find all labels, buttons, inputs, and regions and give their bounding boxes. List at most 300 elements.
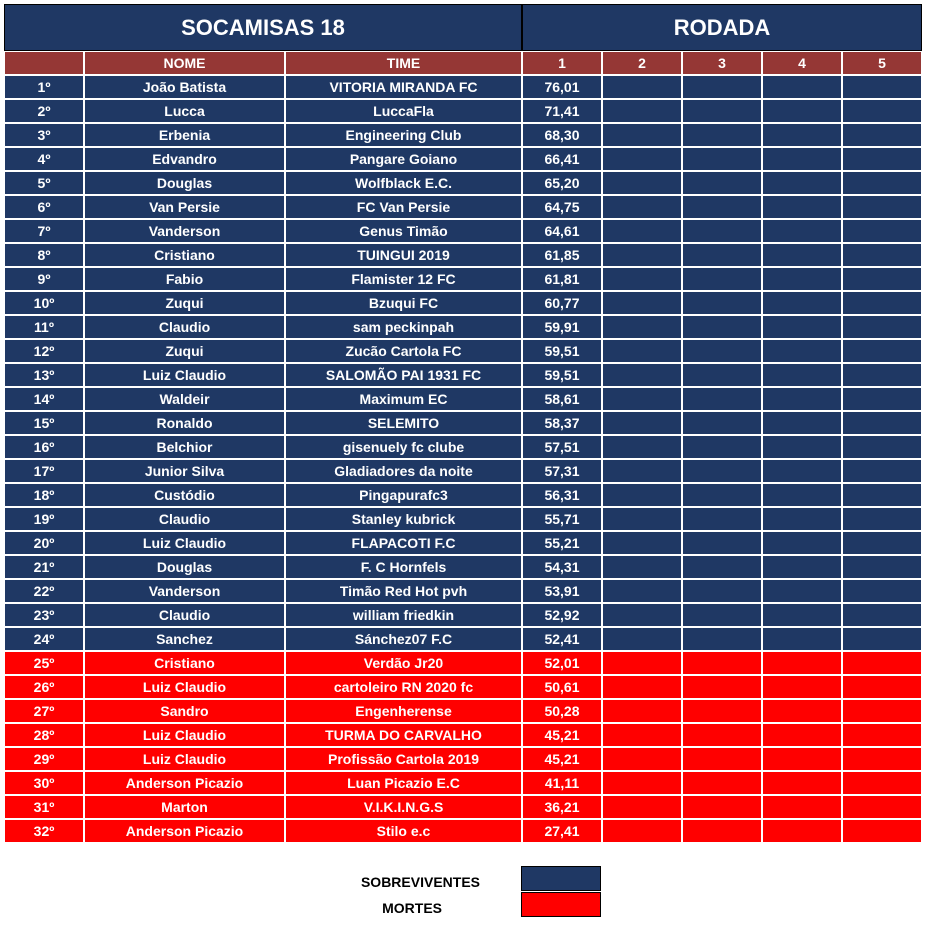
nome-cell[interactable]: João Batista [84,75,285,99]
position-cell[interactable]: 26º [4,675,84,699]
round-1-cell[interactable]: 71,41 [522,99,602,123]
table-row [4,147,922,171]
round-5-cell[interactable] [842,747,922,771]
round-4-cell[interactable] [762,483,842,507]
time-cell[interactable]: Zucão Cartola FC [285,339,522,363]
nome-cell[interactable]: Douglas [84,171,285,195]
round-3-cell[interactable] [682,531,762,555]
round-1-cell[interactable]: 55,71 [522,507,602,531]
position-cell[interactable]: 13º [4,363,84,387]
round-4-cell[interactable] [762,243,842,267]
time-cell[interactable]: sam peckinpah [285,315,522,339]
round-2-cell[interactable] [602,171,682,195]
round-5-cell[interactable] [842,723,922,747]
position-cell[interactable]: 23º [4,603,84,627]
position-cell[interactable]: 27º [4,699,84,723]
round-3-cell[interactable] [682,243,762,267]
table-row [4,267,922,291]
round-3-cell[interactable] [682,675,762,699]
round-5-cell[interactable] [842,291,922,315]
position-cell[interactable]: 19º [4,507,84,531]
position-cell[interactable]: 5º [4,171,84,195]
table-row [4,243,922,267]
time-cell[interactable]: V.I.K.I.N.G.S [285,795,522,819]
round-1-cell[interactable]: 64,75 [522,195,602,219]
nome-cell[interactable]: Fabio [84,267,285,291]
round-5-cell[interactable] [842,603,922,627]
nome-cell[interactable]: Vanderson [84,219,285,243]
round-3-cell[interactable] [682,699,762,723]
round-2-cell[interactable] [602,339,682,363]
round-4-cell[interactable] [762,795,842,819]
round-3-cell[interactable] [682,219,762,243]
time-cell[interactable]: VITORIA MIRANDA FC [285,75,522,99]
round-2-cell[interactable] [602,747,682,771]
nome-cell[interactable]: Luiz Claudio [84,723,285,747]
nome-cell[interactable]: Belchior [84,435,285,459]
round-1-cell[interactable]: 59,51 [522,363,602,387]
table-row [4,99,922,123]
round-1-cell[interactable]: 55,21 [522,531,602,555]
nome-cell[interactable]: Zuqui [84,291,285,315]
round-5-cell[interactable] [842,339,922,363]
round-2-cell[interactable] [602,267,682,291]
round-4-cell[interactable] [762,363,842,387]
time-cell[interactable]: Sánchez07 F.C [285,627,522,651]
round-2-cell[interactable] [602,243,682,267]
round-4-cell[interactable] [762,387,842,411]
round-4-cell[interactable] [762,579,842,603]
round-1-cell[interactable]: 64,61 [522,219,602,243]
round-1-cell[interactable]: 57,31 [522,459,602,483]
position-cell[interactable]: 20º [4,531,84,555]
round-1-cell[interactable]: 59,91 [522,315,602,339]
round-4-cell[interactable] [762,219,842,243]
round-3-cell[interactable] [682,363,762,387]
round-2-cell[interactable] [602,219,682,243]
round-2-cell[interactable] [602,651,682,675]
round-1-cell[interactable]: 61,85 [522,243,602,267]
round-4-cell[interactable] [762,459,842,483]
table-row [4,723,922,747]
round-2-cell[interactable] [602,795,682,819]
position-cell[interactable]: 10º [4,291,84,315]
round-5-cell[interactable] [842,99,922,123]
round-1-cell[interactable]: 36,21 [522,795,602,819]
round-5-cell[interactable] [842,243,922,267]
round-2-cell[interactable] [602,291,682,315]
nome-cell[interactable]: Claudio [84,315,285,339]
nome-cell[interactable]: Edvandro [84,147,285,171]
table-body [4,75,922,843]
table-row [4,507,922,531]
round-2-cell[interactable] [602,147,682,171]
time-cell[interactable]: Pangare Goiano [285,147,522,171]
time-cell[interactable]: SELEMITO [285,411,522,435]
table-row [4,219,922,243]
position-cell[interactable]: 9º [4,267,84,291]
round-2-cell[interactable] [602,99,682,123]
round-4-cell[interactable] [762,747,842,771]
position-cell[interactable]: 28º [4,723,84,747]
position-cell[interactable]: 31º [4,795,84,819]
position-cell[interactable]: 17º [4,459,84,483]
time-cell[interactable]: Engenherense [285,699,522,723]
round-2-cell[interactable] [602,555,682,579]
header-round-2[interactable]: 2 [602,51,682,75]
round-3-cell[interactable] [682,603,762,627]
position-cell[interactable]: 25º [4,651,84,675]
header-round-3[interactable]: 3 [682,51,762,75]
round-1-cell[interactable]: 50,28 [522,699,602,723]
nome-cell[interactable]: Junior Silva [84,459,285,483]
round-1-cell[interactable]: 58,61 [522,387,602,411]
round-3-cell[interactable] [682,75,762,99]
standings-table [4,4,922,843]
round-3-cell[interactable] [682,435,762,459]
round-4-cell[interactable] [762,819,842,843]
round-1-cell[interactable]: 45,21 [522,747,602,771]
nome-cell[interactable]: Ronaldo [84,411,285,435]
time-cell[interactable]: FLAPACOTI F.C [285,531,522,555]
round-5-cell[interactable] [842,411,922,435]
table-row [4,603,922,627]
round-2-cell[interactable] [602,315,682,339]
position-cell[interactable]: 8º [4,243,84,267]
round-4-cell[interactable] [762,699,842,723]
round-4-cell[interactable] [762,267,842,291]
round-5-cell[interactable] [842,459,922,483]
table-row [4,291,922,315]
header-position[interactable] [4,51,84,75]
round-4-cell[interactable] [762,99,842,123]
round-1-cell[interactable]: 56,31 [522,483,602,507]
round-2-cell[interactable] [602,531,682,555]
time-cell[interactable]: F. C Hornfels [285,555,522,579]
column-header-row [4,51,922,75]
round-5-cell[interactable] [842,435,922,459]
round-2-cell[interactable] [602,675,682,699]
round-3-cell[interactable] [682,579,762,603]
round-1-cell[interactable]: 61,81 [522,267,602,291]
round-5-cell[interactable] [842,315,922,339]
round-3-cell[interactable] [682,387,762,411]
time-cell[interactable]: Timão Red Hot pvh [285,579,522,603]
position-cell[interactable]: 14º [4,387,84,411]
round-3-cell[interactable] [682,459,762,483]
round-3-cell[interactable] [682,651,762,675]
table-row [4,387,922,411]
nome-cell[interactable]: Anderson Picazio [84,771,285,795]
round-4-cell[interactable] [762,651,842,675]
table-row [4,459,922,483]
table-row [4,339,922,363]
nome-cell[interactable]: Cristiano [84,243,285,267]
round-4-cell[interactable] [762,771,842,795]
position-cell[interactable]: 1º [4,75,84,99]
time-cell[interactable]: Wolfblack E.C. [285,171,522,195]
table-row [4,363,922,387]
round-3-cell[interactable] [682,507,762,531]
header-nome[interactable]: NOME [84,51,285,75]
round-2-cell[interactable] [602,627,682,651]
round-3-cell[interactable] [682,627,762,651]
position-cell[interactable]: 16º [4,435,84,459]
table-row [4,771,922,795]
round-4-cell[interactable] [762,435,842,459]
time-cell[interactable]: TUINGUI 2019 [285,243,522,267]
round-5-cell[interactable] [842,531,922,555]
round-5-cell[interactable] [842,75,922,99]
time-cell[interactable]: Genus Timão [285,219,522,243]
nome-cell[interactable]: Luiz Claudio [84,747,285,771]
table-row [4,819,922,843]
round-4-cell[interactable] [762,507,842,531]
round-5-cell[interactable] [842,675,922,699]
table-row [4,195,922,219]
time-cell[interactable]: Pingapurafc3 [285,483,522,507]
round-5-cell[interactable] [842,627,922,651]
position-cell[interactable]: 30º [4,771,84,795]
round-3-cell[interactable] [682,795,762,819]
round-4-cell[interactable] [762,315,842,339]
round-5-cell[interactable] [842,579,922,603]
time-cell[interactable]: Profissão Cartola 2019 [285,747,522,771]
round-3-cell[interactable] [682,411,762,435]
nome-cell[interactable]: Van Persie [84,195,285,219]
round-5-cell[interactable] [842,819,922,843]
round-1-cell[interactable]: 58,37 [522,411,602,435]
round-4-cell[interactable] [762,123,842,147]
round-4-cell[interactable] [762,291,842,315]
round-4-cell[interactable] [762,627,842,651]
round-5-cell[interactable] [842,483,922,507]
round-4-cell[interactable] [762,555,842,579]
nome-cell[interactable]: Lucca [84,99,285,123]
legend-survivors-label: SOBREVIVENTES [360,874,480,890]
round-2-cell[interactable] [602,819,682,843]
round-1-cell[interactable]: 50,61 [522,675,602,699]
round-3-cell[interactable] [682,267,762,291]
time-cell[interactable]: gisenuely fc clube [285,435,522,459]
table-row [4,795,922,819]
time-cell[interactable]: Verdão Jr20 [285,651,522,675]
nome-cell[interactable]: Marton [84,795,285,819]
round-2-cell[interactable] [602,699,682,723]
round-2-cell[interactable] [602,603,682,627]
round-4-cell[interactable] [762,339,842,363]
round-2-cell[interactable] [602,723,682,747]
round-2-cell[interactable] [602,363,682,387]
round-5-cell[interactable] [842,795,922,819]
nome-cell[interactable]: Erbenia [84,123,285,147]
table-row [4,651,922,675]
position-cell[interactable]: 3º [4,123,84,147]
round-5-cell[interactable] [842,699,922,723]
round-4-cell[interactable] [762,411,842,435]
nome-cell[interactable]: Sanchez [84,627,285,651]
table-row [4,411,922,435]
round-5-cell[interactable] [842,771,922,795]
round-1-cell[interactable]: 65,20 [522,171,602,195]
round-1-cell[interactable]: 59,51 [522,339,602,363]
time-cell[interactable]: Stanley kubrick [285,507,522,531]
nome-cell[interactable]: Waldeir [84,387,285,411]
legend-deaths-swatch [521,892,601,917]
round-4-cell[interactable] [762,75,842,99]
round-1-cell[interactable]: 54,31 [522,555,602,579]
round-3-cell[interactable] [682,147,762,171]
round-1-cell[interactable]: 27,41 [522,819,602,843]
legend-survivors-swatch [521,866,601,891]
round-5-cell[interactable] [842,267,922,291]
position-cell[interactable]: 12º [4,339,84,363]
round-3-cell[interactable] [682,771,762,795]
round-2-cell[interactable] [602,483,682,507]
table-row [4,555,922,579]
league-title[interactable]: SOCAMISAS 18 [4,4,522,51]
time-cell[interactable]: Engineering Club [285,123,522,147]
header-round-1[interactable]: 1 [522,51,602,75]
position-cell[interactable]: 32º [4,819,84,843]
position-cell[interactable]: 29º [4,747,84,771]
round-title[interactable]: RODADA [522,4,922,51]
round-2-cell[interactable] [602,771,682,795]
round-1-cell[interactable]: 52,41 [522,627,602,651]
round-5-cell[interactable] [842,387,922,411]
time-cell[interactable]: LuccaFla [285,99,522,123]
round-5-cell[interactable] [842,651,922,675]
nome-cell[interactable]: Custódio [84,483,285,507]
time-cell[interactable]: william friedkin [285,603,522,627]
round-5-cell[interactable] [842,195,922,219]
nome-cell[interactable]: Luiz Claudio [84,363,285,387]
round-2-cell[interactable] [602,387,682,411]
round-1-cell[interactable]: 41,11 [522,771,602,795]
time-cell[interactable]: cartoleiro RN 2020 fc [285,675,522,699]
nome-cell[interactable]: Luiz Claudio [84,531,285,555]
round-4-cell[interactable] [762,675,842,699]
round-5-cell[interactable] [842,123,922,147]
round-1-cell[interactable]: 52,92 [522,603,602,627]
round-5-cell[interactable] [842,507,922,531]
time-cell[interactable]: SALOMÃO PAI 1931 FC [285,363,522,387]
table-row [4,483,922,507]
nome-cell[interactable]: Sandro [84,699,285,723]
nome-cell[interactable]: Claudio [84,507,285,531]
position-cell[interactable]: 15º [4,411,84,435]
round-2-cell[interactable] [602,411,682,435]
position-cell[interactable]: 11º [4,315,84,339]
round-3-cell[interactable] [682,819,762,843]
round-1-cell[interactable]: 52,01 [522,651,602,675]
round-4-cell[interactable] [762,723,842,747]
position-cell[interactable]: 6º [4,195,84,219]
time-cell[interactable]: Bzuqui FC [285,291,522,315]
round-2-cell[interactable] [602,195,682,219]
round-3-cell[interactable] [682,339,762,363]
round-3-cell[interactable] [682,195,762,219]
table-row [4,747,922,771]
round-3-cell[interactable] [682,555,762,579]
title-row [4,4,922,51]
round-5-cell[interactable] [842,171,922,195]
round-3-cell[interactable] [682,171,762,195]
header-round-4[interactable]: 4 [762,51,842,75]
position-cell[interactable]: 18º [4,483,84,507]
round-1-cell[interactable]: 66,41 [522,147,602,171]
time-cell[interactable]: FC Van Persie [285,195,522,219]
header-time[interactable]: TIME [285,51,522,75]
time-cell[interactable]: Stilo e.c [285,819,522,843]
time-cell[interactable]: Maximum EC [285,387,522,411]
round-3-cell[interactable] [682,723,762,747]
header-round-5[interactable]: 5 [842,51,922,75]
round-2-cell[interactable] [602,123,682,147]
table-row [4,123,922,147]
nome-cell[interactable]: Vanderson [84,579,285,603]
time-cell[interactable]: Gladiadores da noite [285,459,522,483]
legend-deaths-label: MORTES [382,900,442,916]
round-3-cell[interactable] [682,291,762,315]
round-3-cell[interactable] [682,99,762,123]
position-cell[interactable]: 24º [4,627,84,651]
position-cell[interactable]: 21º [4,555,84,579]
nome-cell[interactable]: Anderson Picazio [84,819,285,843]
round-5-cell[interactable] [842,555,922,579]
round-4-cell[interactable] [762,171,842,195]
round-1-cell[interactable]: 53,91 [522,579,602,603]
position-cell[interactable]: 2º [4,99,84,123]
position-cell[interactable]: 7º [4,219,84,243]
nome-cell[interactable]: Claudio [84,603,285,627]
round-1-cell[interactable]: 57,51 [522,435,602,459]
round-5-cell[interactable] [842,363,922,387]
round-4-cell[interactable] [762,531,842,555]
round-3-cell[interactable] [682,747,762,771]
nome-cell[interactable]: Cristiano [84,651,285,675]
nome-cell[interactable]: Zuqui [84,339,285,363]
nome-cell[interactable]: Luiz Claudio [84,675,285,699]
round-5-cell[interactable] [842,147,922,171]
round-1-cell[interactable]: 76,01 [522,75,602,99]
round-2-cell[interactable] [602,459,682,483]
round-4-cell[interactable] [762,603,842,627]
round-5-cell[interactable] [842,219,922,243]
table-row [4,579,922,603]
round-4-cell[interactable] [762,195,842,219]
round-4-cell[interactable] [762,147,842,171]
round-2-cell[interactable] [602,507,682,531]
table-row [4,627,922,651]
round-1-cell[interactable]: 45,21 [522,723,602,747]
round-1-cell[interactable]: 60,77 [522,291,602,315]
round-2-cell[interactable] [602,579,682,603]
round-3-cell[interactable] [682,483,762,507]
round-2-cell[interactable] [602,435,682,459]
round-1-cell[interactable]: 68,30 [522,123,602,147]
round-3-cell[interactable] [682,123,762,147]
position-cell[interactable]: 4º [4,147,84,171]
round-2-cell[interactable] [602,75,682,99]
round-3-cell[interactable] [682,315,762,339]
time-cell[interactable]: TURMA DO CARVALHO [285,723,522,747]
nome-cell[interactable]: Douglas [84,555,285,579]
time-cell[interactable]: Luan Picazio E.C [285,771,522,795]
table-row [4,699,922,723]
position-cell[interactable]: 22º [4,579,84,603]
time-cell[interactable]: Flamister 12 FC [285,267,522,291]
